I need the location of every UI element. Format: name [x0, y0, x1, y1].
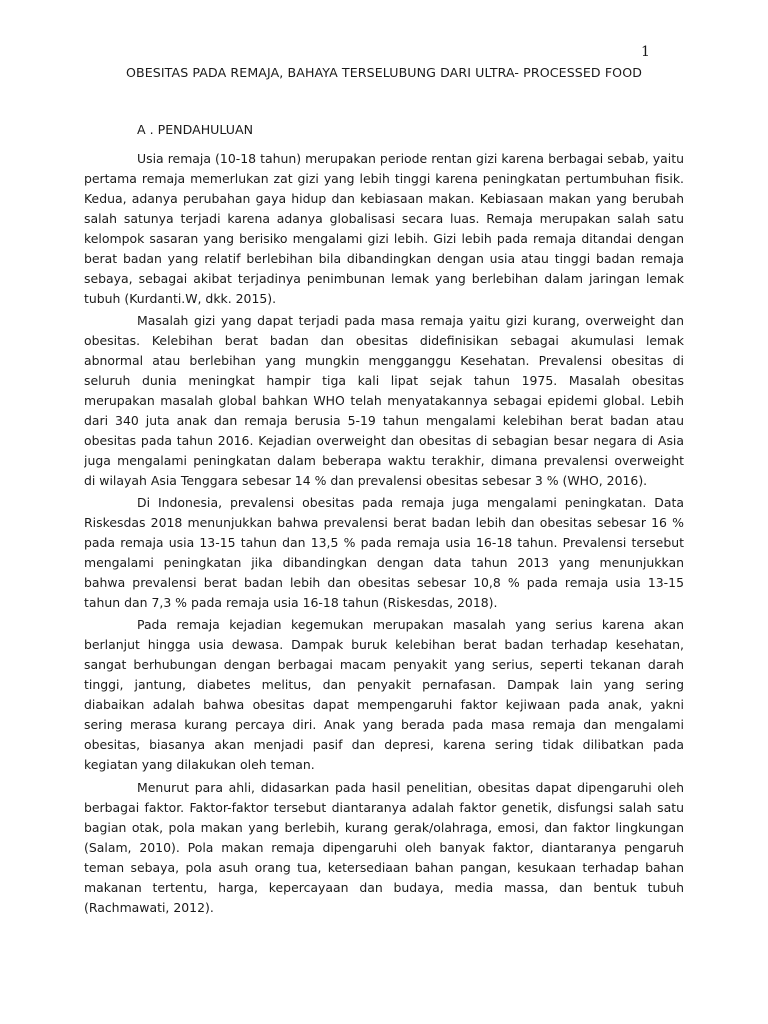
paragraph-line: di wilayah Asia Tenggara sebesar 14 % dan prevalensi obesitas sebesar 3 % (WHO, 2016).: [84, 473, 648, 488]
paragraph-line: sering merasa kurang percaya diri. Anak yang berada pada masa remaja dan mengalami: [84, 717, 684, 732]
paragraph-line: (Salam, 2010). Pola makan remaja dipengaruhi oleh banyak faktor, diantaranya pengaruh: [84, 840, 684, 855]
paragraph-line: obesitas. Kelebihan berat badan dan obesitas didefinisikan sebagai akumulasi lemak: [84, 333, 684, 348]
paragraph-line: obesitas pada tahun 2016. Kejadian overweight dan obesitas di sebagian besar negara di Asia: [84, 433, 684, 448]
paragraph: [84, 311, 684, 491]
paragraph-line: mengalami peningkatan jika dibandingkan dengan data tahun 2013 yang menunjukkan: [84, 555, 684, 570]
paragraph: [84, 149, 684, 309]
paragraph-line: juga mengalami peningkatan dalam beberapa waktu terakhir, dimana prevalensi overweight: [84, 453, 684, 468]
paragraph-line: seluruh dunia meningkat hampir tiga kali lipat sejak tahun 1975. Masalah obesitas: [84, 373, 684, 388]
paragraph-line: obesitas, biasanya akan menjadi pasif dan depresi, karena sering tidak dilibatkan pada: [84, 737, 684, 752]
paragraph-line: Pada remaja kejadian kegemukan merupakan masalah yang serius karena akan: [137, 617, 684, 632]
paragraph-line: kelompok sasaran yang berisiko mengalami gizi lebih. Gizi lebih pada remaja ditandai dengan: [84, 231, 684, 246]
document-title: OBESITAS PADA REMAJA, BAHAYA TERSELUBUNG DARI ULTRA- PROCESSED FOOD: [125, 65, 643, 80]
paragraph-line: bahwa prevalensi berat badan lebih dan obesitas sebesar 10,8 % pada remaja usia 13-15: [84, 575, 684, 590]
paragraph-line: bagian otak, pola makan yang berlebih, kurang gerak/olahraga, emosi, dan faktor lingkungan: [84, 820, 684, 835]
paragraph-line: sangat berhubungan dengan berbagai macam penyakit yang serius, seperti tekanan darah: [84, 657, 684, 672]
paragraph-line: kegiatan yang dilakukan oleh teman.: [84, 757, 315, 772]
paragraph: [84, 778, 684, 918]
paragraph-line: Usia remaja (10-18 tahun) merupakan periode rentan gizi karena berbagai sebab, yaitu: [137, 151, 684, 166]
section-heading: A . PENDAHULUAN: [137, 122, 254, 137]
paragraph-line: salah satunya terjadi karena adanya globalisasi secara luas. Remaja merupakan salah satu: [84, 211, 684, 226]
paragraph-line: Masalah gizi yang dapat terjadi pada masa remaja yaitu gizi kurang, overweight dan: [137, 313, 684, 328]
paragraph-line: pertama remaja memerlukan zat gizi yang lebih tinggi karena peningkatan pertumbuhan fisik.: [84, 171, 684, 186]
paragraph-line: abnormal atau berlebihan yang mungkin mengganggu Kesehatan. Prevalensi obesitas di: [84, 353, 684, 368]
paragraph-line: tahun dan 7,3 % pada remaja usia 16-18 tahun (Riskesdas, 2018).: [84, 595, 498, 610]
paragraph-line: Riskesdas 2018 menunjukkan bahwa prevalensi berat badan lebih dan obesitas sebesar 16 %: [84, 515, 684, 530]
paragraph-line: Menurut para ahli, didasarkan pada hasil penelitian, obesitas dapat dipengaruhi oleh: [137, 780, 684, 795]
paragraph-line: dari 340 juta anak dan remaja berusia 5-19 tahun mengalami kelebihan berat badan atau: [84, 413, 684, 428]
paragraph-line: diabaikan adalah bahwa obesitas dapat mempengaruhi faktor kejiwaan pada anak, yakni: [84, 697, 684, 712]
paragraph-line: makanan tertentu, harga, kepercayaan dan budaya, media massa, dan bentuk tubuh: [84, 880, 684, 895]
paragraph-line: sebaya, sebagai akibat terjadinya penimbunan lemak yang berlebihan dalam jaringan lemak: [84, 271, 684, 286]
paragraph-line: berlanjut hingga usia dewasa. Dampak buruk kelebihan berat badan terhadap kesehatan,: [84, 637, 684, 652]
paragraph-line: teman sebaya, pola asuh orang tua, ketersediaan bahan pangan, kesukaan terhadap bahan: [84, 860, 684, 875]
paragraph: [84, 615, 684, 775]
paragraph-line: merupakan masalah global bahkan WHO telah menyatakannya sebagai epidemi global. Lebih: [84, 393, 684, 408]
paragraph-line: Kedua, adanya perubahan gaya hidup dan kebiasaan makan. Kebiasaan makan yang berubah: [84, 191, 684, 206]
paragraph-line: Di Indonesia, prevalensi obesitas pada remaja juga mengalami peningkatan. Data: [137, 495, 684, 510]
paragraph-line: pada remaja usia 13-15 tahun dan 13,5 % pada remaja usia 16-18 tahun. Prevalensi tersebut: [84, 535, 684, 550]
paragraph: [84, 493, 684, 613]
paragraph-line: berat badan yang relatif berlebihan bila dibandingkan dengan usia atau tinggi badan remaja: [84, 251, 684, 266]
paragraph-line: (Rachmawati, 2012).: [84, 900, 214, 915]
paragraph-line: tubuh (Kurdanti.W, dkk. 2015).: [84, 291, 277, 306]
page-number: 1: [641, 44, 650, 60]
paragraph-line: berbagai faktor. Faktor-faktor tersebut diantaranya adalah faktor genetik, disfungsi salah satu: [84, 800, 684, 815]
paragraph-line: tinggi, jantung, diabetes melitus, dan penyakit pernafasan. Dampak lain yang sering: [84, 677, 684, 692]
